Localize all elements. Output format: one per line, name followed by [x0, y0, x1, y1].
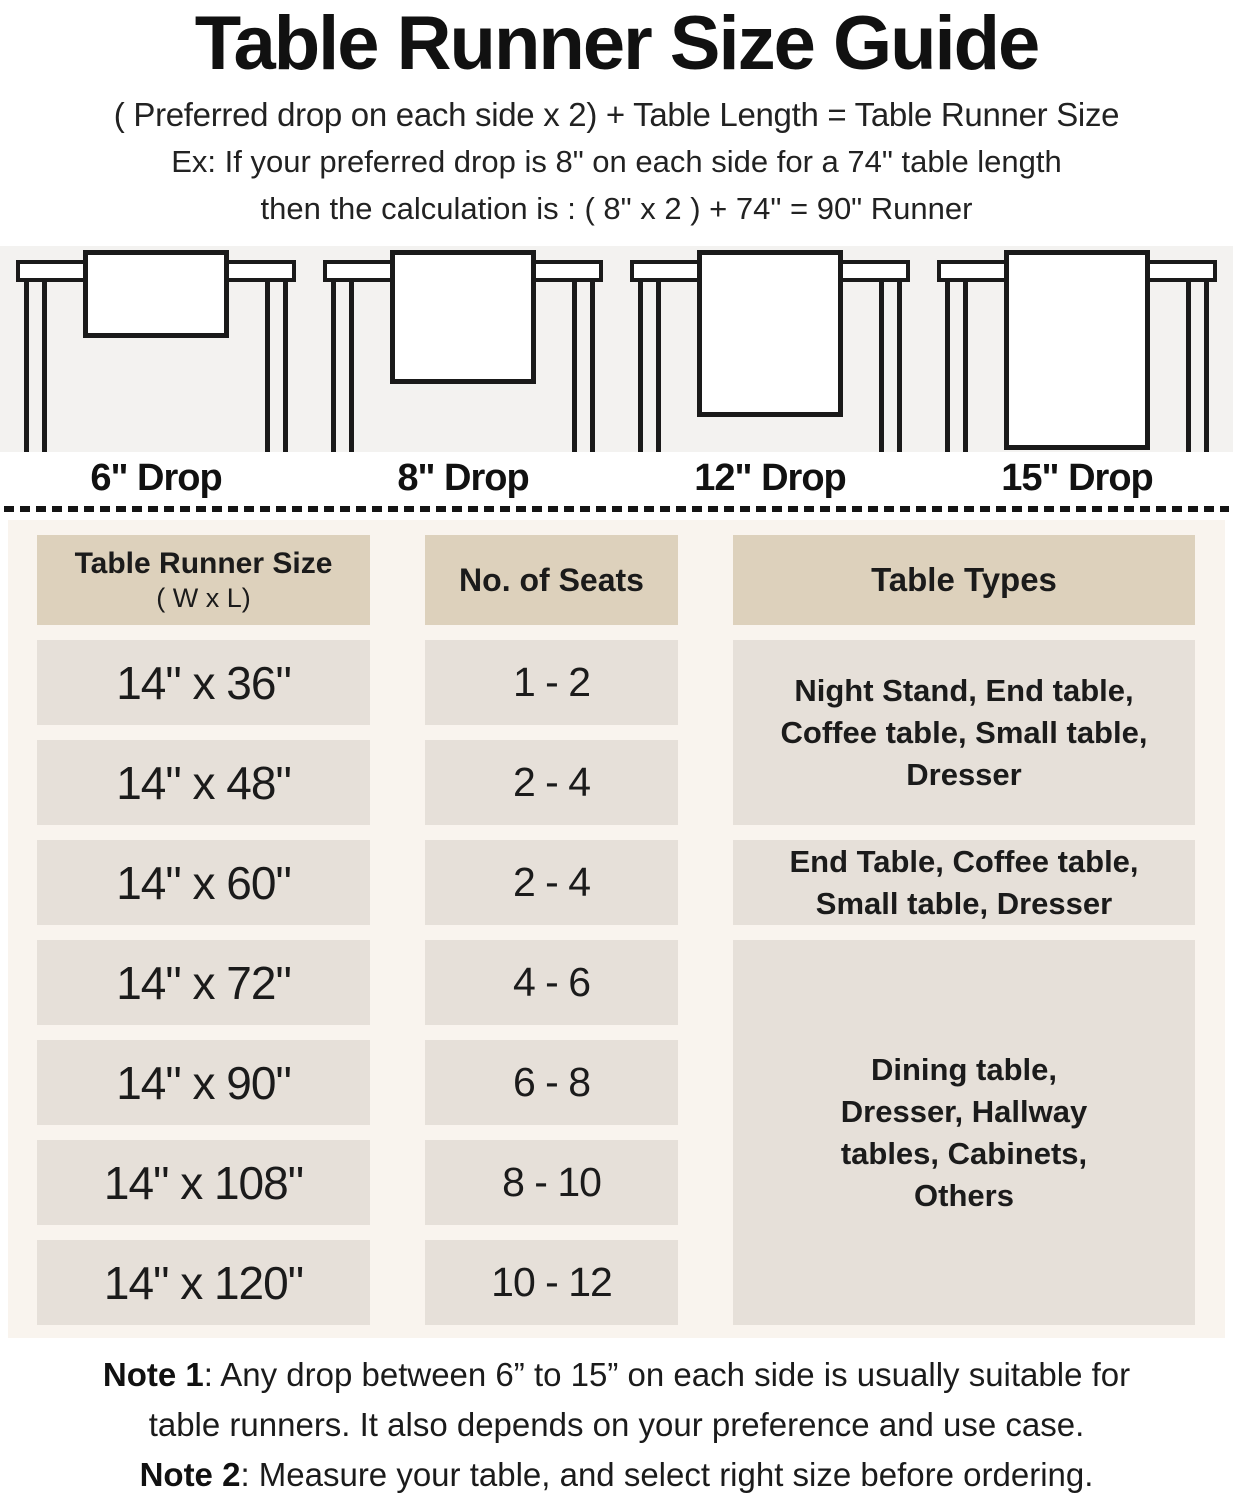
table-leg: [879, 282, 884, 452]
size-table-panel: [8, 520, 1225, 1338]
drop-label-12in: 12" Drop: [694, 456, 846, 499]
table-runner-overlay: [83, 250, 229, 338]
drop-diagram-6in: [14, 246, 298, 452]
drop-diagram-8in: [321, 246, 605, 452]
column-header-runner-size-sub: ( W x L): [156, 583, 251, 613]
table-leg: [349, 282, 354, 452]
table-leg: [590, 282, 595, 452]
note-2-text: : Measure your table, and select right size before ordering.: [240, 1456, 1094, 1493]
drop-labels-row: [0, 452, 1233, 504]
dashed-divider: [4, 506, 1229, 512]
table-leg: [572, 282, 577, 452]
size-cell-14x72: 14" x 72": [37, 940, 370, 1025]
drop-label-8in: 8" Drop: [397, 456, 529, 499]
table-types-cell-small: Night Stand, End table, Coffee table, Small table, Dresser: [733, 640, 1195, 825]
table-leg: [1204, 282, 1209, 452]
size-cell-14x60: 14" x 60": [37, 840, 370, 925]
example-line-2: then the calculation is : ( 8" x 2 ) + 74" = 90" Runner: [260, 191, 973, 226]
seats-cell-row2: 2 - 4: [425, 740, 678, 825]
drop-label-15in: 15" Drop: [1001, 456, 1153, 499]
table-leg: [283, 282, 288, 452]
drop-diagram-15in: [935, 246, 1219, 452]
note-1-text-a: : Any drop between 6” to 15” on each side is usually suitable for: [203, 1356, 1131, 1393]
drop-diagram-12in: [628, 246, 912, 452]
seats-cell-row5: 6 - 8: [425, 1040, 678, 1125]
table-runner-overlay: [697, 250, 843, 417]
size-cell-14x48: 14" x 48": [37, 740, 370, 825]
table-leg: [656, 282, 661, 452]
note-2-line: [0, 1450, 1233, 1500]
table-leg: [42, 282, 47, 452]
note-1-line-2: table runners. It also depends on your preference and use case.: [148, 1406, 1085, 1443]
note-1-label: Note 1: [102, 1356, 204, 1393]
table-leg: [24, 282, 29, 452]
size-cell-14x120: 14" x 120": [37, 1240, 370, 1325]
drop-label-6in: 6" Drop: [90, 456, 222, 499]
table-leg: [945, 282, 950, 452]
column-header-table-types: Table Types: [733, 535, 1195, 625]
seats-cell-row1: 1 - 2: [425, 640, 678, 725]
notes-section: [0, 1350, 1233, 1500]
table-types-cell-large: Dining table, Dresser, Hallway tables, Cabinets, Others: [733, 940, 1195, 1325]
seats-cell-row3: 2 - 4: [425, 840, 678, 925]
column-header-runner-size: [37, 535, 370, 625]
formula-text: ( Preferred drop on each side x 2) + Table Length = Table Runner Size: [113, 96, 1120, 133]
example-line-1: Ex: If your preferred drop is 8" on each side for a 74" table length: [171, 144, 1062, 179]
table-leg: [265, 282, 270, 452]
drop-diagrams: [0, 246, 1233, 452]
note-2-label: Note 2: [139, 1456, 241, 1493]
table-runner-overlay: [390, 250, 536, 384]
seats-cell-row4: 4 - 6: [425, 940, 678, 1025]
table-types-cell-medium: End Table, Coffee table, Small table, Dresser: [733, 840, 1195, 925]
seats-cell-row7: 10 - 12: [425, 1240, 678, 1325]
note-1-line-1: [0, 1350, 1233, 1400]
column-header-runner-size-title: Table Runner Size: [74, 547, 333, 580]
page-title: Table Runner Size Guide: [194, 1, 1039, 86]
table-leg: [897, 282, 902, 452]
size-cell-14x36: 14" x 36": [37, 640, 370, 725]
table-runner-overlay: [1004, 250, 1150, 450]
table-leg: [331, 282, 336, 452]
column-header-seats: No. of Seats: [425, 535, 678, 625]
size-cell-14x90: 14" x 90": [37, 1040, 370, 1125]
table-leg: [1186, 282, 1191, 452]
table-leg: [963, 282, 968, 452]
seats-cell-row6: 8 - 10: [425, 1140, 678, 1225]
size-cell-14x108: 14" x 108": [37, 1140, 370, 1225]
table-leg: [638, 282, 643, 452]
size-table: [37, 535, 1225, 1325]
